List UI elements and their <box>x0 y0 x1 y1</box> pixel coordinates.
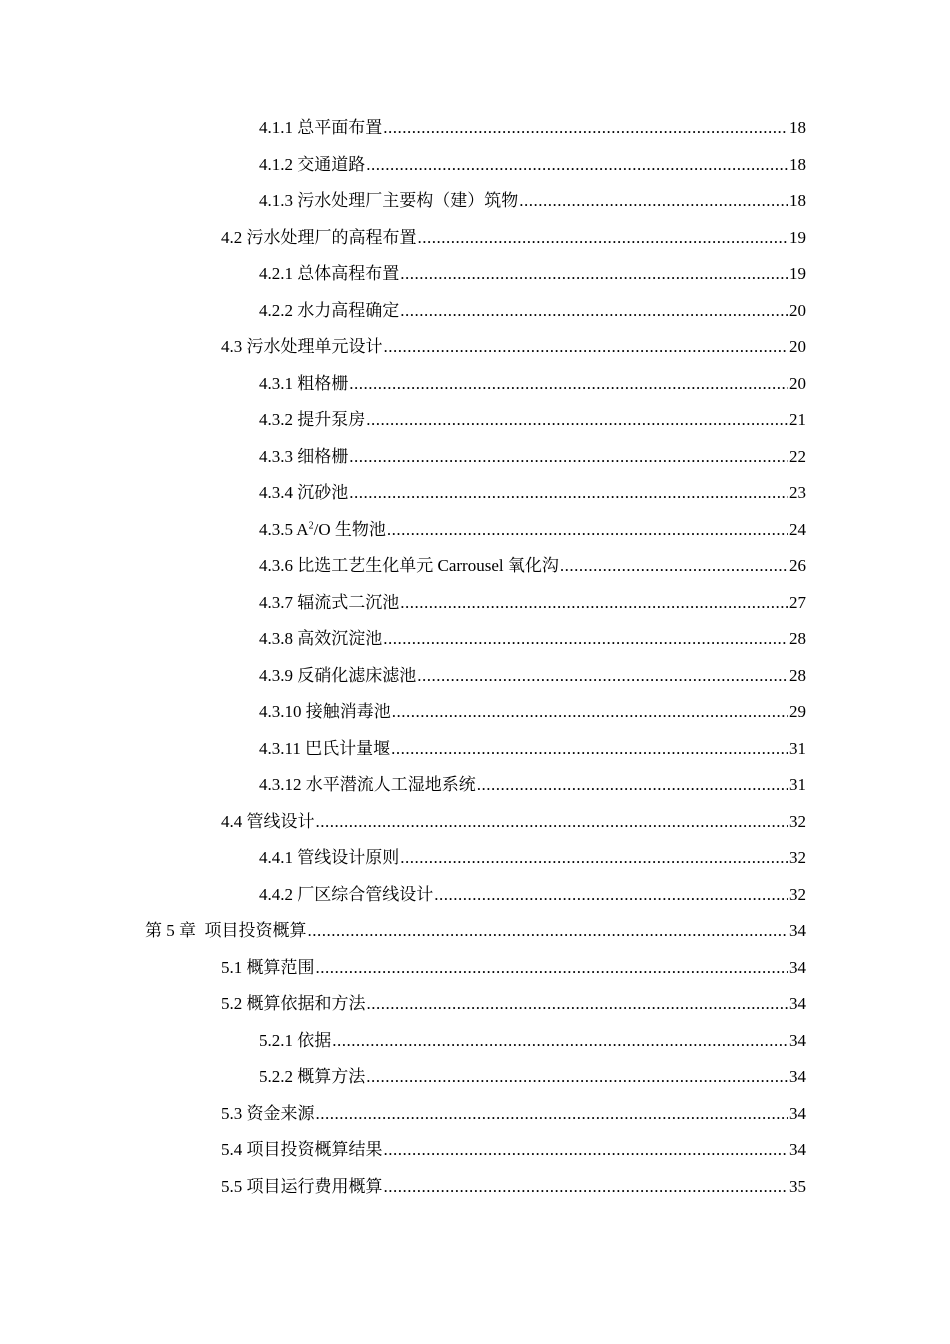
toc-page-number: 23 <box>789 483 806 502</box>
toc-page-number: 29 <box>789 702 806 721</box>
toc-page-number: 32 <box>789 848 806 867</box>
toc-entry-label: 4.1.2 交通道路 <box>259 154 366 174</box>
toc-page-number: 32 <box>789 884 806 904</box>
toc-dot-leader <box>400 256 788 292</box>
toc-page-number: 20 <box>789 373 806 393</box>
toc-entry-label: 4.3.9 反硝化滤床滤池 <box>259 665 417 685</box>
toc-page-number: 22 <box>789 446 806 466</box>
toc-page-number: 34 <box>789 921 806 940</box>
toc-entry-4-3-10[interactable] <box>259 694 806 730</box>
toc-dot-leader <box>391 731 788 767</box>
toc-entry-label: 5.4 项目投资概算结果 <box>221 1140 383 1159</box>
toc-dot-leader <box>383 621 788 657</box>
toc-entry-4-4-1[interactable] <box>259 840 806 876</box>
toc-dot-leader <box>400 585 788 621</box>
toc-entry-4-1-1[interactable] <box>259 110 806 146</box>
toc-entry-chapter-5[interactable] <box>145 913 806 949</box>
toc-page-number: 34 <box>789 1067 806 1086</box>
toc-dot-leader <box>400 293 788 329</box>
toc-entry-label: 4.3.10 接触消毒池 <box>259 702 391 721</box>
toc-dot-leader <box>392 694 788 730</box>
toc-entry-4-3-5[interactable] <box>259 512 806 548</box>
superscript-2: 2 <box>308 519 314 531</box>
toc-page-number: 34 <box>789 1103 806 1123</box>
toc-entry-4-3-1[interactable] <box>259 366 806 402</box>
toc-entry-label: 4.4.1 管线设计原则 <box>259 848 400 867</box>
toc-page-number: 31 <box>789 775 806 794</box>
toc-page-number: 18 <box>789 191 806 210</box>
toc-page-number: 34 <box>789 1140 806 1159</box>
toc-entry-label-suffix: /O 生物池 <box>313 519 386 539</box>
toc-dot-leader <box>477 767 788 803</box>
toc-dot-leader <box>519 183 788 219</box>
toc-entry-5-4[interactable] <box>221 1132 806 1168</box>
toc-page-number: 28 <box>789 629 806 648</box>
toc-page-number: 34 <box>789 994 806 1013</box>
toc-dot-leader <box>417 658 788 694</box>
toc-page-number: 26 <box>789 556 806 575</box>
toc-dot-leader <box>366 402 788 438</box>
toc-entry-5-1[interactable] <box>221 950 806 986</box>
toc-entry-4-3-4[interactable] <box>259 475 806 511</box>
toc-entry-5-5[interactable] <box>221 1169 806 1205</box>
toc-entry-4-3-12[interactable] <box>259 767 806 803</box>
toc-dot-leader <box>418 220 789 256</box>
toc-entry-4-2-2[interactable] <box>259 293 806 329</box>
toc-entry-label: 4.4 管线设计 <box>221 811 315 831</box>
toc-dot-leader <box>349 475 788 511</box>
toc-entry-label: 4.3.3 细格栅 <box>259 446 349 466</box>
toc-page-number: 21 <box>789 410 806 429</box>
toc-dot-leader <box>349 366 788 402</box>
toc-dot-leader <box>308 913 789 949</box>
toc-entry-label: 4.3.12 水平潜流人工湿地系统 <box>259 775 476 794</box>
toc-entry-4-3-8[interactable] <box>259 621 806 657</box>
toc-entry-label: 4.3.11 巴氏计量堰 <box>259 738 391 758</box>
toc-entry-label: 4.1.1 总平面布置 <box>259 118 383 137</box>
toc-page-number: 27 <box>789 592 806 612</box>
toc-page-number: 20 <box>789 337 806 356</box>
toc-page-number: 35 <box>789 1176 806 1196</box>
toc-entry-4-2[interactable] <box>221 220 806 256</box>
toc-entry-label: 4.3.6 比选工艺生化单元 Carrousel 氧化沟 <box>259 556 559 575</box>
toc-entry-4-1-3[interactable] <box>259 183 806 219</box>
toc-entry-label: 4.2 污水处理厂的高程布置 <box>221 227 417 247</box>
toc-page-number: 24 <box>789 519 806 539</box>
toc-page-number: 19 <box>789 264 806 283</box>
toc-dot-leader <box>383 110 788 146</box>
toc-entry-4-2-1[interactable] <box>259 256 806 292</box>
toc-entry-label: 4.3.2 提升泵房 <box>259 410 366 429</box>
toc-page-number: 18 <box>789 118 806 137</box>
toc-page-number: 31 <box>789 738 806 758</box>
toc-dot-leader <box>384 1132 789 1168</box>
toc-entry-4-3-9[interactable] <box>259 658 806 694</box>
toc-entry-label: 5.2.2 概算方法 <box>259 1067 366 1086</box>
toc-entry-5-3[interactable] <box>221 1096 806 1132</box>
toc-dot-leader <box>384 1169 789 1205</box>
toc-entry-label: 4.3.7 辐流式二沉池 <box>259 592 400 612</box>
toc-dot-leader <box>400 840 788 876</box>
toc-page-number: 32 <box>789 811 806 831</box>
toc-entry-label: 4.2.2 水力高程确定 <box>259 300 400 320</box>
toc-dot-leader <box>316 950 789 986</box>
toc-dot-leader <box>349 439 788 475</box>
toc-entry-label: 4.2.1 总体高程布置 <box>259 264 400 283</box>
toc-dot-leader <box>316 804 789 840</box>
toc-dot-leader <box>560 548 788 584</box>
toc-entry-label: 5.1 概算范围 <box>221 957 315 977</box>
toc-entry-label: 4.3.4 沉砂池 <box>259 483 349 502</box>
toc-entry-4-3[interactable] <box>221 329 806 365</box>
toc-entry-4-3-7[interactable] <box>259 585 806 621</box>
toc-dot-leader <box>384 329 789 365</box>
toc-entry-4-3-3[interactable] <box>259 439 806 475</box>
toc-dot-leader <box>332 1023 788 1059</box>
toc-dot-leader <box>366 1059 788 1095</box>
toc-entry-4-3-6[interactable] <box>259 548 806 584</box>
toc-entry-label: 5.2.1 依据 <box>259 1030 332 1050</box>
toc-entry-label-prefix: 4.3.5 A <box>259 519 309 539</box>
toc-entry-5-2-2[interactable] <box>259 1059 806 1095</box>
toc-page-number: 19 <box>789 227 806 247</box>
toc-entry-label: 4.4.2 厂区综合管线设计 <box>259 884 434 904</box>
toc-entry-5-2-1[interactable] <box>259 1023 806 1059</box>
toc-entry-label <box>259 512 386 548</box>
toc-dot-leader <box>434 877 788 913</box>
toc-page-number: 34 <box>789 1030 806 1050</box>
toc-entry-label: 4.1.3 污水处理厂主要构（建）筑物 <box>259 191 519 210</box>
toc-page-number: 28 <box>789 665 806 685</box>
toc-entry-4-1-2[interactable] <box>259 147 806 183</box>
toc-entry-label: 5.5 项目运行费用概算 <box>221 1176 383 1196</box>
toc-page-number: 20 <box>789 300 806 320</box>
toc-dot-leader <box>367 986 789 1022</box>
toc-dot-leader <box>366 147 788 183</box>
toc-entry-label: 5.3 资金来源 <box>221 1103 315 1123</box>
toc-entry-4-3-11[interactable] <box>259 731 806 767</box>
toc-entry-label: 4.3.8 高效沉淀池 <box>259 629 383 648</box>
toc-page-number: 34 <box>789 957 806 977</box>
toc-entry-4-4-2[interactable] <box>259 877 806 913</box>
toc-entry-4-4[interactable] <box>221 804 806 840</box>
toc-page-number: 18 <box>789 154 806 174</box>
toc-entry-4-3-2[interactable] <box>259 402 806 438</box>
toc-entry-label: 4.3 污水处理单元设计 <box>221 337 383 356</box>
toc-dot-leader <box>316 1096 789 1132</box>
toc-entry-label: 4.3.1 粗格栅 <box>259 373 349 393</box>
toc-entry-5-2[interactable] <box>221 986 806 1022</box>
toc-entry-label: 第 5 章 项目投资概算 <box>145 921 307 940</box>
toc-dot-leader <box>387 512 788 548</box>
toc-entry-label: 5.2 概算依据和方法 <box>221 994 366 1013</box>
